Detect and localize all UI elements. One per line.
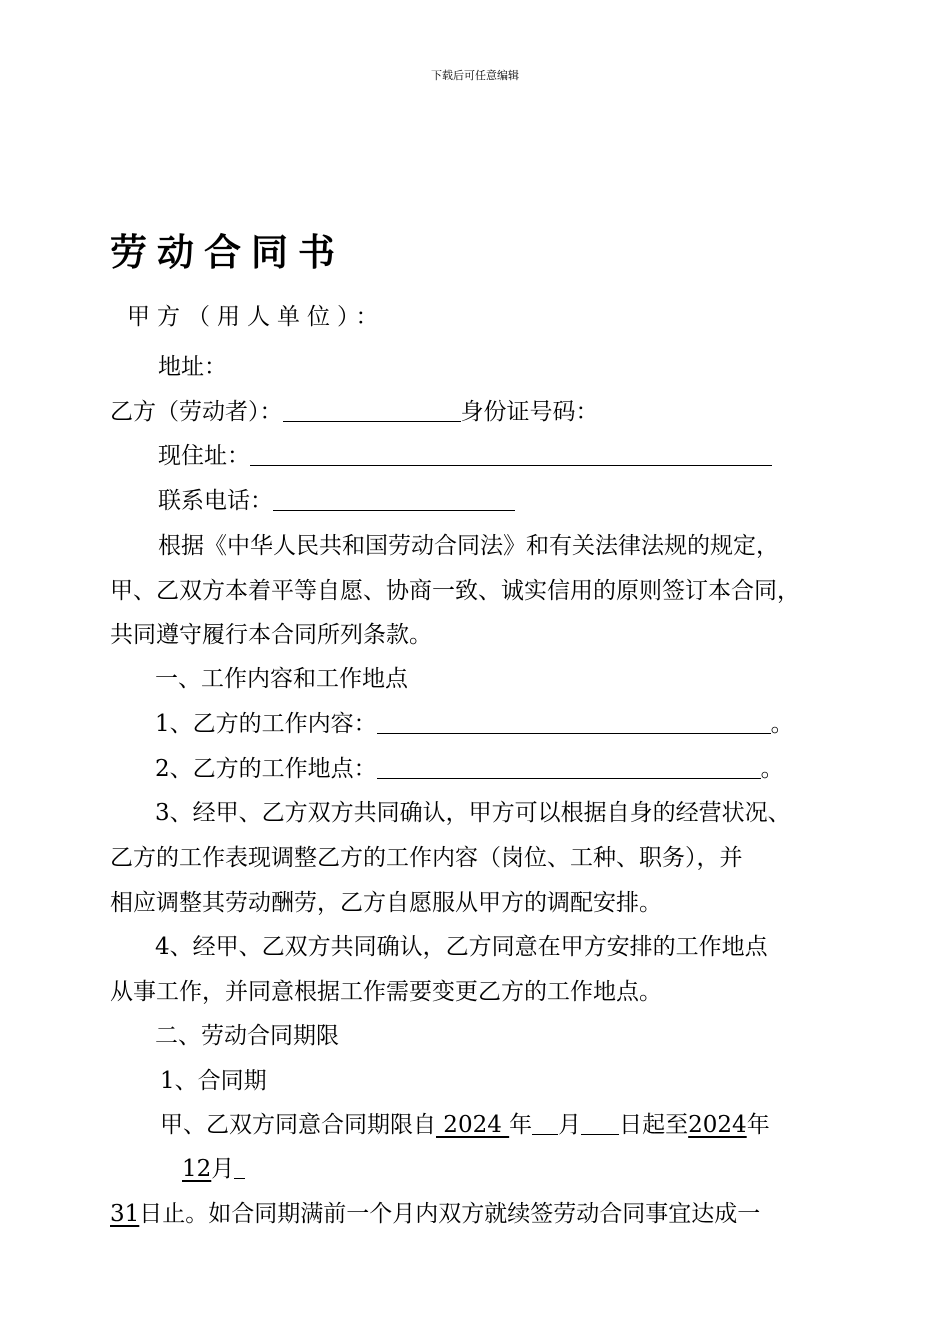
end-year-char: 年 — [746, 1112, 770, 1138]
document-title: 劳动合同书 — [110, 231, 345, 274]
current-address-label: 现住址： — [158, 443, 250, 469]
work-location-row — [155, 754, 784, 784]
party-a-label: 甲方（用人单位）： — [127, 304, 386, 330]
end-year[interactable]: 2024 — [688, 1112, 747, 1138]
sub-1-title: 1、合同期 — [160, 1068, 267, 1094]
current-address-blank[interactable] — [250, 443, 772, 466]
end-month[interactable]: 12 — [182, 1156, 212, 1182]
work-location-blank[interactable] — [377, 756, 761, 779]
address-label: 地址： — [158, 354, 227, 380]
party-b-row — [110, 397, 599, 427]
contract-term-row — [160, 1110, 770, 1140]
period: 。 — [770, 711, 794, 737]
intro-line-2: 甲、乙双方本着平等自愿、协商一致、诚实信用的原则签订本合同， — [110, 578, 800, 604]
work-content-blank[interactable] — [377, 711, 771, 734]
phone-label: 联系电话： — [158, 488, 273, 514]
day-from: 日起至 — [619, 1112, 689, 1138]
item-3-line-1: 3、经甲、乙方双方共同确认，甲方可以根据自身的经营状况、 — [155, 800, 791, 826]
start-year[interactable]: 2024 — [436, 1112, 510, 1138]
current-address-row — [158, 441, 772, 471]
end-day[interactable]: 31 — [110, 1201, 140, 1227]
year-char: 年 — [509, 1112, 533, 1138]
end-month-row — [182, 1154, 245, 1184]
work-location-label: 2、乙方的工作地点： — [155, 756, 377, 782]
phone-blank[interactable] — [273, 488, 515, 511]
item-4-line-2: 从事工作，并同意根据工作需要变更乙方的工作地点。 — [110, 979, 662, 1005]
term-continuation-row — [110, 1199, 760, 1229]
item-3-line-2: 乙方的工作表现调整乙方的工作内容（岗位、工种、职务），并 — [110, 845, 743, 871]
item-3-line-3: 相应调整其劳动酬劳，乙方自愿服从甲方的调配安排。 — [110, 890, 662, 916]
id-number-label: 身份证号码： — [460, 399, 599, 425]
item-4-line-1: 4、经甲、乙双方共同确认，乙方同意在甲方安排的工作地点 — [155, 934, 768, 960]
end-month-trailing-blank — [234, 1156, 245, 1179]
header-note: 下载后可任意编辑 — [431, 69, 519, 82]
section-2-title: 二、劳动合同期限 — [155, 1023, 339, 1049]
term-continuation: 日止。如合同期满前一个月内双方就续签劳动合同事宜达成一 — [139, 1201, 761, 1227]
period: 。 — [760, 756, 784, 782]
party-b-label: 乙方（劳动者）： — [110, 399, 283, 425]
start-month-blank[interactable] — [532, 1112, 558, 1135]
intro-line-3: 共同遵守履行本合同所列条款。 — [110, 622, 432, 648]
work-content-label: 1、乙方的工作内容： — [155, 711, 377, 737]
end-month-char: 月 — [211, 1156, 235, 1182]
work-content-row — [155, 709, 794, 739]
month-char: 月 — [558, 1112, 582, 1138]
party-b-name-blank[interactable] — [283, 399, 461, 422]
phone-row — [158, 486, 515, 516]
term-prefix: 甲、乙双方同意合同期限自 — [160, 1112, 436, 1138]
section-1-title: 一、工作内容和工作地点 — [155, 666, 408, 692]
intro-line-1: 根据《中华人民共和国劳动合同法》和有关法律法规的规定， — [158, 533, 779, 559]
start-day-blank[interactable] — [581, 1112, 619, 1135]
